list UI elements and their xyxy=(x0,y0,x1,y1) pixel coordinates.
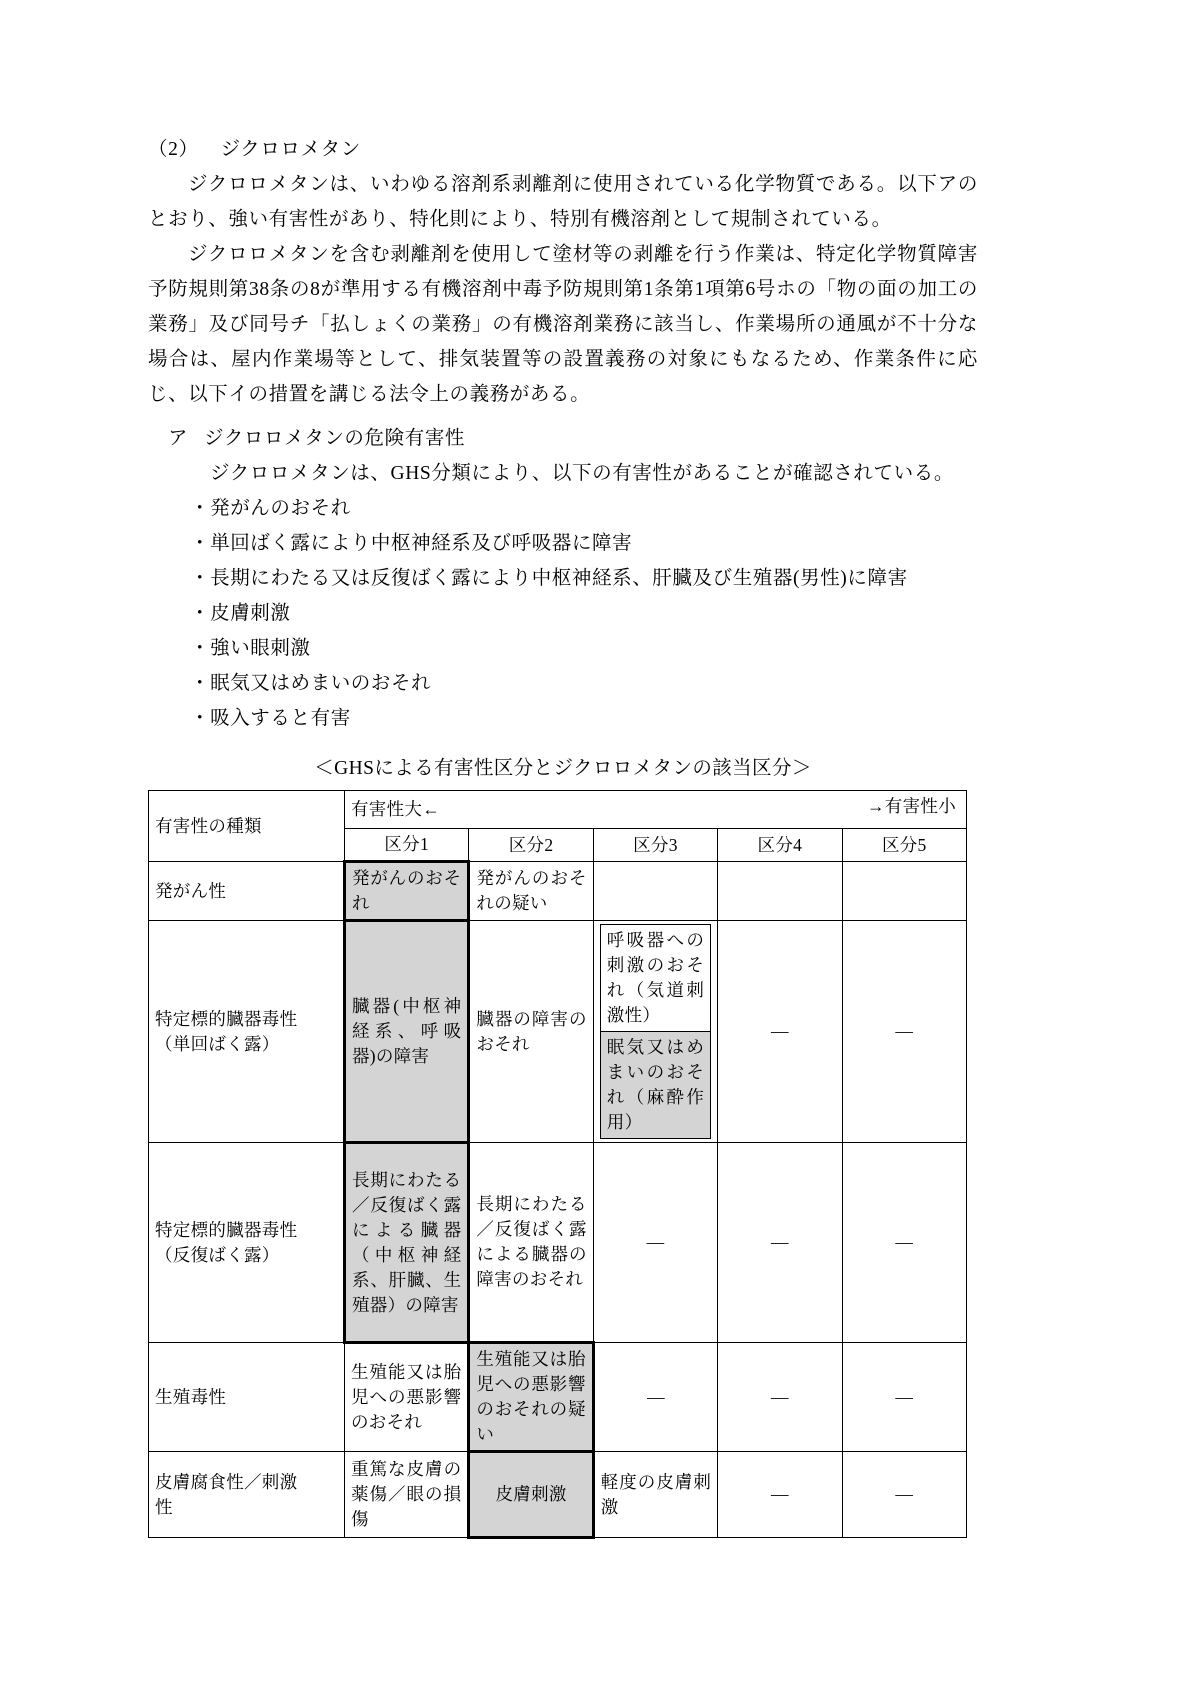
list-item: ・ 単回ばく露により中枢神経系及び呼吸器に障害 xyxy=(190,526,978,561)
cell-skin-cat4: ― xyxy=(718,1452,842,1538)
header-category-5: 区分5 xyxy=(842,829,966,862)
row-label-line2: （反復ばく露） xyxy=(155,1244,280,1265)
cell-skin-cat1: 重篤な皮膚の薬傷／眼の損傷 xyxy=(345,1452,469,1538)
list-item: ・ 発がんのおそれ xyxy=(190,491,978,526)
cell-carcinogenicity-cat4 xyxy=(718,862,842,921)
section-heading xyxy=(148,132,978,167)
header-scale xyxy=(345,791,967,829)
cell-stot-single-cat3-top: 呼吸器への刺激のおそれ（気道刺激性） xyxy=(600,925,710,1032)
cell-skin-cat2: 皮膚刺激 xyxy=(469,1452,593,1538)
list-item: ・ 皮膚刺激 xyxy=(190,596,978,631)
hazard-bullet-list xyxy=(148,491,978,736)
subsection-marker: ア xyxy=(168,428,189,449)
header-category-3: 区分3 xyxy=(593,829,717,862)
list-item: ・ 強い眼刺激 xyxy=(190,631,978,666)
subsection-title: ジクロロメタンの危険有害性 xyxy=(204,428,466,449)
cell-carcinogenicity-cat3 xyxy=(593,862,717,921)
section-title: ジクロロメタン xyxy=(220,139,361,160)
cell-stot-single-cat3-bottom: 眠気又はめまいのおそれ（麻酔作用） xyxy=(600,1032,710,1139)
row-label-line2: （単回ばく露） xyxy=(155,1033,280,1054)
cell-reproductive-cat5: ― xyxy=(842,1343,966,1452)
cell-stot-single-cat5: ― xyxy=(842,921,966,1143)
subsection-lead: ジクロロメタンは、GHS分類により、以下の有害性があることが確認されている。 xyxy=(210,463,954,484)
row-label-reproductive: 生殖毒性 xyxy=(149,1343,345,1452)
cell-reproductive-cat3: ― xyxy=(593,1343,717,1452)
table-row xyxy=(149,862,967,921)
scale-right-label: →有害性小 xyxy=(867,796,956,816)
scale-left-label: 有害性大← xyxy=(351,799,440,819)
cell-stot-single-cat2: 臓器の障害のおそれ xyxy=(469,921,593,1143)
cell-carcinogenicity-cat1: 発がんのおそれ xyxy=(345,862,469,921)
cell-stot-single-cat1: 臓器(中枢神経系、呼吸器)の障害 xyxy=(345,921,469,1143)
row-label-line1: 特定標的臓器毒性 xyxy=(155,1219,298,1240)
header-category-2: 区分2 xyxy=(469,829,593,862)
row-label-line2: 性 xyxy=(155,1496,173,1517)
row-label-stot-repeat xyxy=(149,1143,345,1343)
list-item: ・ 吸入すると有害 xyxy=(190,701,978,736)
row-label-skin-corrosion xyxy=(149,1452,345,1538)
cell-reproductive-cat4: ― xyxy=(718,1343,842,1452)
table-row xyxy=(149,1143,967,1343)
table-row xyxy=(149,1343,967,1452)
header-category-1: 区分1 xyxy=(345,829,469,862)
cell-stot-single-cat3 xyxy=(593,921,717,1143)
list-item: ・ 眠気又はめまいのおそれ xyxy=(190,666,978,701)
cell-stot-repeat-cat3: ― xyxy=(593,1143,717,1343)
list-item: ・ 長期にわたる又は反復ばく露により中枢神経系、肝臓及び生殖器(男性)に障害 xyxy=(190,561,978,596)
header-hazard-type: 有害性の種類 xyxy=(149,791,345,862)
cell-carcinogenicity-cat2: 発がんのおそれの疑い xyxy=(469,862,593,921)
cell-reproductive-cat1: 生殖能又は胎児への悪影響のおそれ xyxy=(345,1343,469,1452)
paragraph-1: ジクロロメタンは、いわゆる溶剤系剥離剤に使用されている化学物質である。以下アのとおり、強い有害性があり、特化則により、特別有機溶剤として規制されている。 xyxy=(148,174,978,230)
cell-stot-repeat-cat1: 長期にわたる／反復ばく露による臓器（中枢神経系、肝臓、生殖器）の障害 xyxy=(345,1143,469,1343)
cell-skin-cat3: 軽度の皮膚刺激 xyxy=(593,1452,717,1538)
section-number: （2） xyxy=(148,139,199,160)
row-label-line1: 皮膚腐食性／刺激 xyxy=(155,1471,298,1492)
table-row xyxy=(149,921,967,1143)
cell-stot-single-cat4: ― xyxy=(718,921,842,1143)
table-row xyxy=(149,1452,967,1538)
ghs-classification-table xyxy=(148,790,967,1539)
row-label-line1: 特定標的臓器毒性 xyxy=(155,1008,298,1029)
cell-stot-repeat-cat5: ― xyxy=(842,1143,966,1343)
document-content xyxy=(148,132,978,1539)
table-header-scale-row xyxy=(149,791,967,829)
cell-reproductive-cat2: 生殖能又は胎児への悪影響のおそれの疑い xyxy=(469,1343,593,1452)
table-caption: ＜GHSによる有害性区分とジクロロメタンの該当区分＞ xyxy=(314,758,812,779)
cell-stot-repeat-cat4: ― xyxy=(718,1143,842,1343)
cell-stot-repeat-cat2: 長期にわたる／反復ばく露による臓器の障害のおそれ xyxy=(469,1143,593,1343)
paragraph-2: ジクロロメタンを含む剥離剤を使用して塗材等の剥離を行う作業は、特定化学物質障害予防規則第38条の8が準用する有機溶剤中毒予防規則第1条第1項第6号ホの「物の面の加工の業務」及び同号チ「払しょくの業務」の有機溶剤業務に該当し、作業場所の通風が不十分な場合は、屋内作業場等として、排気装置等の設置義務の対象にもなるため、作業条件に応じ、以下イの措置を講じる法令上の義務がある。 xyxy=(148,244,978,405)
row-label-carcinogenicity: 発がん性 xyxy=(149,862,345,921)
cell-skin-cat5: ― xyxy=(842,1452,966,1538)
subsection-heading xyxy=(148,421,978,456)
header-category-4: 区分4 xyxy=(718,829,842,862)
cell-carcinogenicity-cat5 xyxy=(842,862,966,921)
row-label-stot-single xyxy=(149,921,345,1143)
